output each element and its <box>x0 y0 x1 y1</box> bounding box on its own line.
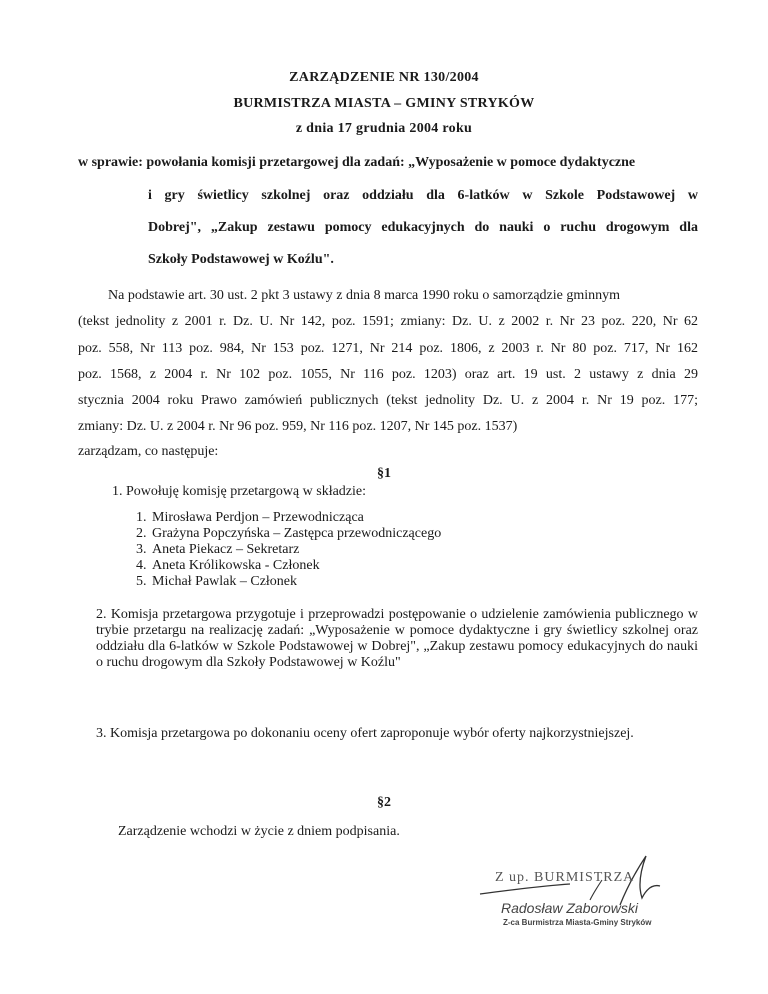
committee-members-list <box>128 510 441 590</box>
legal-basis-line-4: poz. 1568, z 2004 r. Nr 102 poz. 1055, Nr 116 poz. 1203) oraz art. 19 ust. 2 ustawy z dnia 29 <box>78 367 698 382</box>
list-item: 3. Aneta Piekacz – Sekretarz <box>150 542 441 558</box>
section-1-point-3: 3. Komisja przetargowa po dokonaniu oceny ofert zaproponuje wybór oferty najkorzystniejszej. <box>96 726 634 741</box>
section-1-point-2: 2. Komisja przetargowa przygotuje i przeprowadzi postępowanie o udzielenie zamówienia publicznego w trybie przetargu na realizację zadań: „Wyposażenie w pomoce dydaktyczne i gry świetlicy szkolnej oraz oddziału dla 6-latków w Szkole Podstawowej w Dobrej", „Zakup zestawu pomocy edukacyjnych do nauki o ruchu drogowym dla Szkoły Podstawowej w Koźlu" <box>96 607 698 670</box>
document-date: z dnia 17 grudnia 2004 roku <box>295 121 473 136</box>
subject-line-4: Szkoły Podstawowej w Koźlu". <box>148 252 334 267</box>
section-2-heading: §2 <box>377 795 391 810</box>
legal-basis-line-6: zmiany: Dz. U. z 2004 r. Nr 96 poz. 959, Nr 116 poz. 1207, Nr 145 poz. 1537) <box>78 419 518 434</box>
stamp-signatory-name: Radosław Zaborowski <box>501 900 638 916</box>
document-issuer: BURMISTRZA MIASTA – GMINY STRYKÓW <box>233 96 535 111</box>
subject-line-2: i gry świetlicy szkolnej oraz oddziału dla 6-latków w Szkole Podstawowej w <box>148 188 698 203</box>
subject-line-1: w sprawie: powołania komisji przetargowej dla zadań: „Wyposażenie w pomoce dydaktyczne <box>78 155 636 170</box>
official-stamp <box>495 870 675 927</box>
stamp-signatory-role: Z-ca Burmistrza Miasta-Gminy Stryków <box>503 918 652 927</box>
subject-line-3: Dobrej", „Zakup zestawu pomocy edukacyjnych do nauki o ruchu drogowym dla <box>148 220 698 235</box>
section-1-point-1: 1. Powołuję komisję przetargową w składzie: <box>112 484 367 499</box>
list-item: 4. Aneta Królikowska - Członek <box>150 558 441 574</box>
list-item: 2. Grażyna Popczyńska – Zastępca przewodniczącego <box>150 526 441 542</box>
legal-basis-line-7: zarządzam, co następuje: <box>78 444 219 459</box>
legal-basis-line-1: Na podstawie art. 30 ust. 2 pkt 3 ustawy z dnia 8 marca 1990 roku o samorządzie gminnym <box>108 288 621 303</box>
list-item: 5. Michał Pawlak – Członek <box>150 574 441 590</box>
list-item: 1. Mirosława Perdjon – Przewodnicząca <box>150 510 441 526</box>
stamp-authorization: Z up. BURMISTRZA <box>495 870 635 885</box>
section-1-heading: §1 <box>377 466 391 481</box>
document-title: ZARZĄDZENIE NR 130/2004 <box>289 70 479 85</box>
legal-basis-line-5: stycznia 2004 roku Prawo zamówień publicznych (tekst jednolity Dz. U. z 2004 r. Nr 19 poz. 177; <box>78 393 698 408</box>
legal-basis-line-2: (tekst jednolity z 2001 r. Dz. U. Nr 142, poz. 1591; zmiany: Dz. U. z 2002 r. Nr 23 poz. 220, Nr 62 <box>78 314 698 329</box>
legal-basis-line-3: poz. 558, Nr 113 poz. 984, Nr 153 poz. 1271, Nr 214 poz. 1806, z 2003 r. Nr 80 poz. 717, Nr 162 <box>78 341 698 356</box>
section-2-text: Zarządzenie wchodzi w życie z dniem podpisania. <box>118 824 400 839</box>
